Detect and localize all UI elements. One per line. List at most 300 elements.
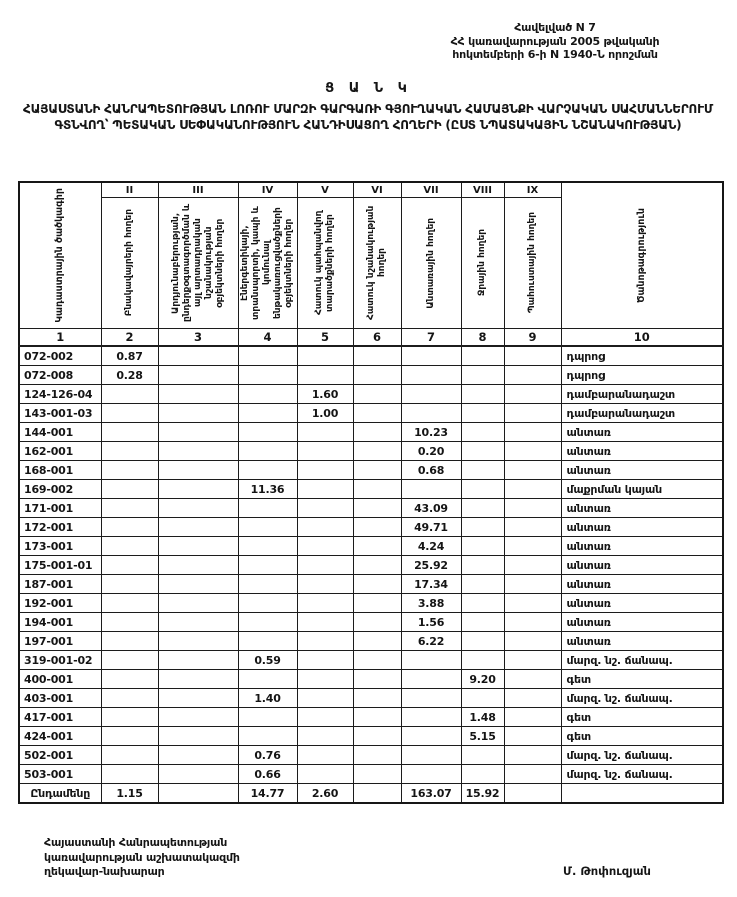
value-cell [101, 556, 158, 575]
value-cell [461, 632, 504, 651]
note-cell: գետ [561, 670, 723, 689]
value-cell [353, 613, 401, 632]
cadastral-code-cell: 124-126-04 [19, 385, 101, 404]
value-cell: 14.77 [238, 784, 297, 804]
table-row [19, 461, 723, 480]
cadastral-code-cell: 503-001 [19, 765, 101, 784]
cadastral-code-cell: 424-001 [19, 727, 101, 746]
cadastral-code-cell: 502-001 [19, 746, 101, 765]
table-row [19, 575, 723, 594]
value-cell [401, 385, 461, 404]
value-cell [238, 423, 297, 442]
value-cell [353, 670, 401, 689]
note-cell: անտառ [561, 632, 723, 651]
value-cell [504, 651, 561, 670]
value-cell [238, 385, 297, 404]
value-cell: 0.28 [101, 366, 158, 385]
value-cell [101, 575, 158, 594]
column-header-cadastral-code-label: Կադաստրային ծածկագիր [54, 188, 66, 323]
value-cell [353, 746, 401, 765]
value-cell [461, 385, 504, 404]
value-cell [238, 366, 297, 385]
value-cell: 15.92 [461, 784, 504, 804]
value-cell [297, 346, 353, 366]
column-number: 2 [101, 329, 158, 347]
value-cell [238, 461, 297, 480]
value-cell [158, 727, 238, 746]
value-cell [297, 765, 353, 784]
value-cell [238, 404, 297, 423]
value-cell [297, 537, 353, 556]
signatory-title-line: Հայաստանի Հանրապետության [44, 836, 228, 849]
column-header-reserve-lands: Պահուստային հողեր [504, 198, 561, 329]
value-cell: 0.66 [238, 765, 297, 784]
value-cell [101, 708, 158, 727]
note-cell: դամբարանադաշտ [561, 404, 723, 423]
table-row [19, 366, 723, 385]
value-cell [101, 670, 158, 689]
table-body [19, 346, 723, 803]
value-cell: 9.20 [461, 670, 504, 689]
value-cell [461, 499, 504, 518]
value-cell [158, 594, 238, 613]
value-cell [401, 689, 461, 708]
note-cell: դպրոց [561, 366, 723, 385]
table-row [19, 594, 723, 613]
value-cell [158, 651, 238, 670]
value-cell [461, 613, 504, 632]
value-cell [101, 385, 158, 404]
value-cell [504, 613, 561, 632]
roman-numeral-ii: II [101, 182, 158, 198]
table-row [19, 556, 723, 575]
note-cell: անտառ [561, 594, 723, 613]
value-cell: 17.34 [401, 575, 461, 594]
note-cell: անտառ [561, 442, 723, 461]
value-cell [101, 727, 158, 746]
value-cell [353, 651, 401, 670]
cadastral-code-cell: 319-001-02 [19, 651, 101, 670]
value-cell [353, 594, 401, 613]
value-cell [353, 556, 401, 575]
value-cell [101, 404, 158, 423]
value-cell [158, 423, 238, 442]
value-cell [238, 632, 297, 651]
value-cell [158, 575, 238, 594]
value-cell [101, 765, 158, 784]
value-cell [353, 784, 401, 804]
column-header-settlement-lands: Բնակավայրերի հողեր [101, 198, 158, 329]
column-number: 9 [504, 329, 561, 347]
value-cell [353, 632, 401, 651]
value-cell [461, 366, 504, 385]
value-cell [504, 575, 561, 594]
value-cell [504, 784, 561, 804]
value-cell [461, 537, 504, 556]
value-cell [504, 765, 561, 784]
value-cell [504, 346, 561, 366]
column-number: 1 [19, 329, 101, 347]
cadastral-code-cell: 187-001 [19, 575, 101, 594]
value-cell [461, 461, 504, 480]
value-cell [401, 366, 461, 385]
value-cell: 0.68 [401, 461, 461, 480]
value-cell [238, 346, 297, 366]
value-cell [504, 385, 561, 404]
column-header-forest-lands: Անտառային հողեր [401, 198, 461, 329]
value-cell: 3.88 [401, 594, 461, 613]
column-header-industry-lands: Արդյունաբերության, ընդերքօգտագործման և այլ արտադրական նշանակության օբյեկտների հողեր [158, 198, 238, 329]
value-cell: 0.87 [101, 346, 158, 366]
note-cell: մարզ. նշ. ճանապ. [561, 746, 723, 765]
value-cell [504, 746, 561, 765]
column-header-protected-areas-lands: Հատուկ պահպանվող տարածքների հողեր [297, 198, 353, 329]
roman-numeral-viii: VIII [461, 182, 504, 198]
value-cell: 43.09 [401, 499, 461, 518]
signatory-title-block [44, 836, 240, 880]
table-row [19, 499, 723, 518]
table-row [19, 613, 723, 632]
note-cell: անտառ [561, 461, 723, 480]
value-cell [238, 518, 297, 537]
value-cell [504, 442, 561, 461]
value-cell [297, 556, 353, 575]
total-row [19, 784, 723, 804]
cadastral-code-cell: 417-001 [19, 708, 101, 727]
column-number: 7 [401, 329, 461, 347]
value-cell [504, 537, 561, 556]
value-cell [101, 746, 158, 765]
column-number: 3 [158, 329, 238, 347]
value-cell [238, 442, 297, 461]
value-cell [297, 575, 353, 594]
header-numbers-row [19, 329, 723, 347]
value-cell [158, 784, 238, 804]
value-cell [158, 708, 238, 727]
value-cell [353, 518, 401, 537]
value-cell [158, 461, 238, 480]
note-cell: գետ [561, 727, 723, 746]
value-cell [101, 632, 158, 651]
value-cell [353, 461, 401, 480]
table-row [19, 689, 723, 708]
value-cell [401, 765, 461, 784]
cadastral-code-cell: 192-001 [19, 594, 101, 613]
note-cell: մարզ. նշ. ճանապ. [561, 689, 723, 708]
value-cell [461, 442, 504, 461]
annex-reference [385, 21, 725, 62]
value-cell [297, 651, 353, 670]
value-cell [504, 480, 561, 499]
note-cell: անտառ [561, 423, 723, 442]
value-cell [158, 499, 238, 518]
value-cell [401, 651, 461, 670]
value-cell [238, 499, 297, 518]
note-cell: մարզ. նշ. ճանապ. [561, 765, 723, 784]
cadastral-code-cell: 162-001 [19, 442, 101, 461]
table-row [19, 442, 723, 461]
value-cell [101, 518, 158, 537]
value-cell [297, 594, 353, 613]
cadastral-code-cell: 173-001 [19, 537, 101, 556]
value-cell [353, 404, 401, 423]
value-cell [353, 765, 401, 784]
cadastral-code-cell: 144-001 [19, 423, 101, 442]
value-cell [353, 689, 401, 708]
table-row [19, 537, 723, 556]
value-cell [504, 556, 561, 575]
note-cell: անտառ [561, 518, 723, 537]
table-row [19, 746, 723, 765]
value-cell [461, 518, 504, 537]
value-cell [101, 442, 158, 461]
value-cell [504, 708, 561, 727]
table-row [19, 385, 723, 404]
table-row [19, 632, 723, 651]
page-subtitle: ՀԱՅԱՍՏԱՆԻ ՀԱՆՐԱՊԵՏՈՒԹՅԱՆ ԼՈՌՈՒ ՄԱՐԶԻ ԳԱՐԳԱՌԻ ԳՅՈՒՂԱԿԱՆ ՀԱՄԱՅՆՔԻ ՎԱՐՉԱԿԱՆ ՍԱՀՄԱՆՆԵՐՈՒՄ ԳՏՆՎՈՂ՝ ՊԵՏԱԿԱՆ ՍԵՓԱԿԱՆՈՒԹՅՈՒՆ ՀԱՆԴԻՍԱՑՈՂ ՀՈՂԵՐԻ (ԸՍՏ ՆՊԱՏԱԿԱՅԻՆ ՆՇԱՆԱԿՈՒԹՅԱՆ) [22, 102, 713, 132]
value-cell [297, 689, 353, 708]
value-cell: 10.23 [401, 423, 461, 442]
value-cell [504, 461, 561, 480]
value-cell [504, 594, 561, 613]
value-cell [158, 404, 238, 423]
note-cell: գետ [561, 708, 723, 727]
value-cell [401, 404, 461, 423]
value-cell [238, 670, 297, 689]
value-cell [158, 613, 238, 632]
value-cell: 163.07 [401, 784, 461, 804]
value-cell [158, 518, 238, 537]
value-cell [461, 404, 504, 423]
value-cell [101, 423, 158, 442]
cadastral-code-cell: 400-001 [19, 670, 101, 689]
note-cell: մաքրման կայան [561, 480, 723, 499]
value-cell [504, 423, 561, 442]
value-cell: 1.56 [401, 613, 461, 632]
cadastral-code-cell: 403-001 [19, 689, 101, 708]
value-cell [353, 537, 401, 556]
column-header-note-label: Ծանոթագրություն [635, 207, 647, 304]
table-row [19, 651, 723, 670]
table-row [19, 518, 723, 537]
column-header-energy-transport-lands: Էներգետիկայի, տրանսպորտի, կապի և կոմունալ ենթակառուցվածքների օբյեկտների հողեր [238, 198, 297, 329]
value-cell [461, 423, 504, 442]
value-cell [101, 651, 158, 670]
value-cell [238, 537, 297, 556]
value-cell [158, 346, 238, 366]
value-cell [238, 556, 297, 575]
value-cell [461, 765, 504, 784]
value-cell [353, 385, 401, 404]
note-cell: անտառ [561, 499, 723, 518]
signatory-title-line: ղեկավար-նախարար [44, 865, 165, 878]
value-cell [504, 366, 561, 385]
column-number: 5 [297, 329, 353, 347]
value-cell [401, 727, 461, 746]
value-cell: 0.59 [238, 651, 297, 670]
value-cell [401, 746, 461, 765]
value-cell [353, 575, 401, 594]
value-cell [297, 499, 353, 518]
value-cell [297, 746, 353, 765]
column-header-special-purpose-lands: Հատուկ նշանակության հողեր [353, 198, 401, 329]
roman-numeral-vii: VII [401, 182, 461, 198]
value-cell [297, 442, 353, 461]
value-cell [158, 480, 238, 499]
value-cell [401, 346, 461, 366]
value-cell [158, 632, 238, 651]
column-number: 6 [353, 329, 401, 347]
note-cell: դպրոց [561, 346, 723, 366]
value-cell [297, 727, 353, 746]
value-cell [461, 346, 504, 366]
table-row [19, 423, 723, 442]
value-cell [158, 746, 238, 765]
value-cell: 5.15 [461, 727, 504, 746]
cadastral-code-cell: 197-001 [19, 632, 101, 651]
roman-numeral-vi: VI [353, 182, 401, 198]
value-cell: 1.00 [297, 404, 353, 423]
cadastral-code-cell: 143-001-03 [19, 404, 101, 423]
value-cell [238, 575, 297, 594]
value-cell [353, 708, 401, 727]
table-row [19, 708, 723, 727]
value-cell [238, 594, 297, 613]
value-cell [353, 499, 401, 518]
value-cell [504, 632, 561, 651]
value-cell [353, 423, 401, 442]
value-cell: 1.60 [297, 385, 353, 404]
annex-line: ՀՀ կառավարության 2005 թվականի [450, 34, 660, 48]
page-title: Ց Ա Ն Կ [325, 81, 412, 96]
table-row [19, 404, 723, 423]
value-cell [158, 689, 238, 708]
value-cell [158, 442, 238, 461]
value-cell: 1.48 [461, 708, 504, 727]
value-cell [297, 480, 353, 499]
value-cell [401, 708, 461, 727]
header-roman-row [19, 182, 723, 198]
table-row [19, 346, 723, 366]
value-cell [401, 670, 461, 689]
roman-numeral-v: V [297, 182, 353, 198]
roman-numeral-iv: IV [238, 182, 297, 198]
value-cell [297, 423, 353, 442]
value-cell: 0.20 [401, 442, 461, 461]
value-cell [297, 632, 353, 651]
value-cell: 0.76 [238, 746, 297, 765]
value-cell [461, 575, 504, 594]
cadastral-code-cell: 194-001 [19, 613, 101, 632]
value-cell [297, 708, 353, 727]
value-cell [297, 461, 353, 480]
value-cell [461, 746, 504, 765]
note-cell: անտառ [561, 556, 723, 575]
roman-numeral-ix: IX [504, 182, 561, 198]
value-cell [504, 670, 561, 689]
value-cell [504, 518, 561, 537]
value-cell [101, 689, 158, 708]
value-cell [297, 670, 353, 689]
column-number: 10 [561, 329, 723, 347]
value-cell [297, 518, 353, 537]
value-cell [101, 594, 158, 613]
value-cell [101, 613, 158, 632]
note-cell: անտառ [561, 537, 723, 556]
value-cell [158, 556, 238, 575]
table-row [19, 480, 723, 499]
note-cell: անտառ [561, 613, 723, 632]
value-cell: 4.24 [401, 537, 461, 556]
value-cell [353, 442, 401, 461]
note-cell: դամբարանադաշտ [561, 385, 723, 404]
value-cell [158, 670, 238, 689]
cadastral-code-cell: 171-001 [19, 499, 101, 518]
annex-line: հոկտեմբերի 6-ի N 1940-Ն որոշման [452, 48, 658, 61]
value-cell [504, 689, 561, 708]
cadastral-code-cell: 072-008 [19, 366, 101, 385]
value-cell [158, 765, 238, 784]
roman-numeral-iii: III [158, 182, 238, 198]
column-header-note [561, 182, 723, 329]
value-cell [297, 366, 353, 385]
value-cell: 6.22 [401, 632, 461, 651]
table-row [19, 670, 723, 689]
value-cell [461, 689, 504, 708]
value-cell [158, 537, 238, 556]
value-cell [353, 346, 401, 366]
value-cell [461, 556, 504, 575]
value-cell [504, 727, 561, 746]
note-cell: մարզ. նշ. ճանապ. [561, 651, 723, 670]
table-row [19, 765, 723, 784]
value-cell: 1.40 [238, 689, 297, 708]
signature-name: Մ. Թոփուզյան [563, 864, 651, 878]
value-cell [461, 594, 504, 613]
value-cell [238, 727, 297, 746]
total-label-cell: Ընդամենը [19, 784, 101, 804]
land-parcels-table [18, 181, 724, 804]
value-cell: 11.36 [238, 480, 297, 499]
column-header-cadastral-code [19, 182, 101, 329]
value-cell: 49.71 [401, 518, 461, 537]
value-cell: 25.92 [401, 556, 461, 575]
column-header-water-lands: Ջրային հողեր [461, 198, 504, 329]
value-cell [353, 727, 401, 746]
cadastral-code-cell: 168-001 [19, 461, 101, 480]
note-cell: անտառ [561, 575, 723, 594]
value-cell [158, 366, 238, 385]
value-cell [401, 480, 461, 499]
value-cell [158, 385, 238, 404]
cadastral-code-cell: 072-002 [19, 346, 101, 366]
value-cell [297, 613, 353, 632]
signatory-title-line: կառավարության աշխատակազմի [44, 850, 240, 864]
value-cell [461, 480, 504, 499]
annex-line: Հավելված N 7 [514, 21, 596, 34]
column-number: 4 [238, 329, 297, 347]
value-cell [101, 461, 158, 480]
column-number: 8 [461, 329, 504, 347]
value-cell: 2.60 [297, 784, 353, 804]
table-row [19, 727, 723, 746]
value-cell [238, 613, 297, 632]
note-cell [561, 784, 723, 804]
value-cell: 1.15 [101, 784, 158, 804]
value-cell [101, 480, 158, 499]
value-cell [504, 499, 561, 518]
cadastral-code-cell: 175-001-01 [19, 556, 101, 575]
